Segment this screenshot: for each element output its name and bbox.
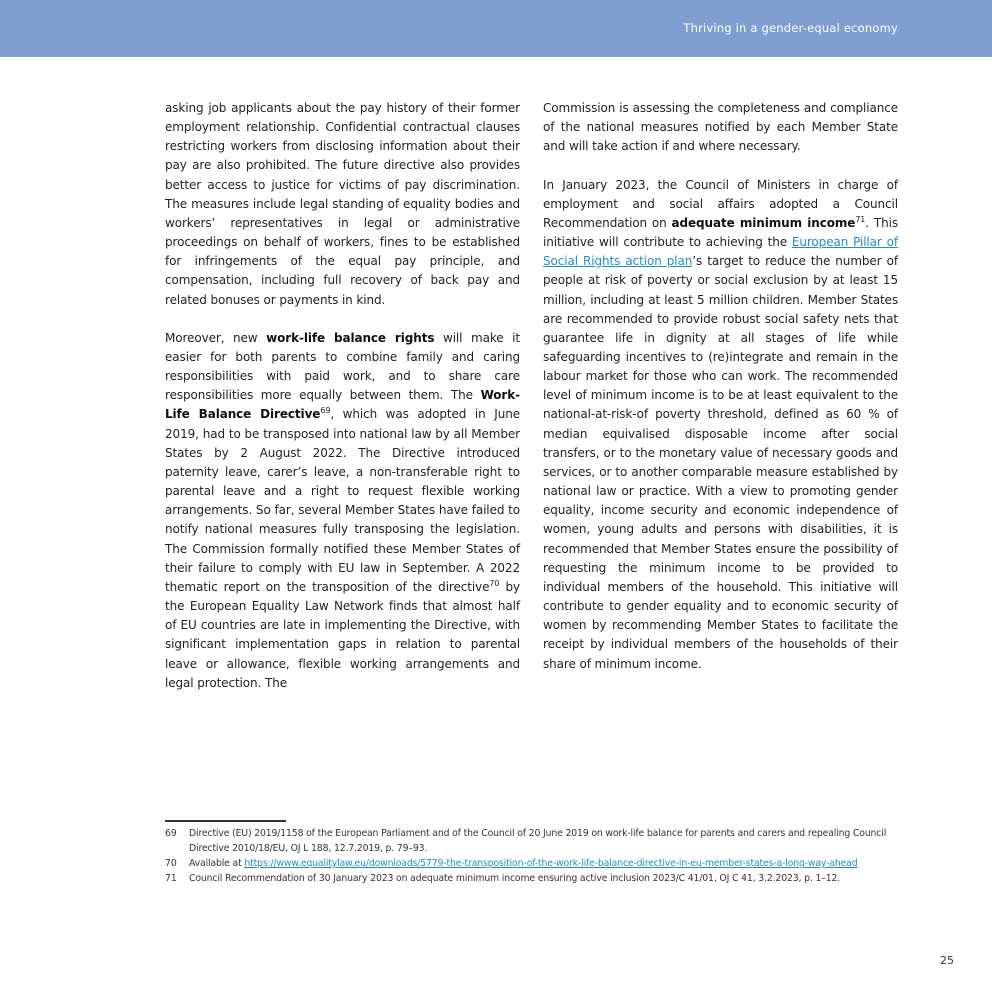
right-column bbox=[543, 99, 898, 693]
bold-term-adequate-minimum-income: adequate minimum income bbox=[671, 215, 856, 230]
footnote-ref-71[interactable]: 71 bbox=[855, 214, 866, 224]
left-paragraph-1: asking job applicants about the pay history of their former employment relationship. Confidential contractual clauses restricting workers from disclosing information about their pay are also prohibited. The future directive also provides better access to justice for victims of pay discrimination. The measures include legal standing of equality bodies and workers’ representatives in legal or administrative proceedings on behalf of workers, fines to be established for infringements of the equal pay principle, and compensation, including full recovery of back pay and related bonuses or payments in kind. bbox=[165, 101, 520, 307]
text-run: Moreover, new bbox=[165, 330, 267, 345]
text-run: will make it easier for both parents to combine family and caring responsibilities with paid work, and to share care responsibilities more equally between them. The bbox=[165, 330, 520, 403]
text-run: ’s target to reduce the number of people at risk of poverty or social exclusion by at least 15 million, including at least 5 million children. Member States are recommended to provide robust social safety nets that guarantee life in dignity at all stages of life while safeguarding incentives to (re)integrate and remain in the labour market for those who can work. The recommended level of minimum income is to be at least equivalent to the national-at-risk-of poverty threshold, defined as 60 % of median equivalised disposable income after social transfers, or to the monetary value of necessary goods and services, or to another comparable measure established by national law or practice. With a view to promoting gender equality, income security and economic independence of women, young adults and persons with disabilities, it is recommended that Member States ensure the possibility of requesting the minimum income to be provided to individual members of the household. This initiative will contribute to gender equality and to economic security of women by recommending Member States to facilitate the receipt by individual members of the households of their share of minimum income. bbox=[543, 254, 898, 671]
header-band bbox=[0, 0, 992, 57]
footnote-69 bbox=[165, 826, 900, 856]
footnote-text: Directive (EU) 2019/1158 of the European Parliament and of the Council of 20 June 2019 on work-life balance for parents and carers and repealing Council Directive 2010/18/EU, OJ L 188, 12.7.2019, p. 79–93. bbox=[189, 828, 887, 854]
link-social-rights-action-plan[interactable]: European Pillar of Social Rights action plan bbox=[543, 235, 898, 269]
right-paragraph-2 bbox=[543, 176, 898, 674]
footnote-link-equalitylaw[interactable]: https://www.equalitylaw.eu/downloads/5779-the-transposition-of-the-work-life-balance-directive-in-eu-member-states-a-long-way-ahead bbox=[244, 858, 858, 869]
footnote-divider bbox=[165, 820, 286, 822]
text-run: by the European Equality Law Network finds that almost half of EU countries are late in implementing the Directive, with significant implementation gaps in relation to parental leave or allowance, flexible working arrangements and legal protection. The bbox=[165, 579, 520, 690]
bold-term-work-life-balance-directive: Work-Life Balance Directive bbox=[165, 388, 520, 422]
footnote-number: 71 bbox=[165, 873, 177, 884]
text-run: . This initiative will contribute to achieving the bbox=[543, 215, 898, 250]
text-run: , which was adopted in June 2019, had to be transposed into national law by all Member States by 2 August 2022. The Directive introduced paternity leave, carer’s leave, a non-transferable right to parental leave and a right to request flexible working arrangements. So far, several Member States have failed to notify national measures fully transposing the legislation. The Commission formally notified these Member States of their failure to comply with EU law in September. A 2022 thematic report on the transposition of the directive bbox=[165, 407, 520, 594]
footnote-text: Council Recommendation of 30 January 2023 on adequate minimum income ensuring active inclusion 2023/C 41/01, OJ C 41, 3.2.2023, p. 1–12. bbox=[189, 873, 841, 884]
footnote-number: 69 bbox=[165, 828, 177, 839]
footnotes bbox=[165, 826, 900, 886]
left-column bbox=[165, 99, 520, 712]
footnote-prefix: Available at bbox=[189, 858, 245, 869]
footnote-ref-70[interactable]: 70 bbox=[489, 578, 500, 588]
footnote-ref-69[interactable]: 69 bbox=[320, 406, 331, 416]
text-run: In January 2023, the Council of Ministers in charge of employment and social affairs adopted a Council Recommendation on bbox=[543, 177, 898, 230]
page-number: 25 bbox=[940, 954, 954, 967]
footnote-71 bbox=[165, 871, 900, 886]
bold-term-work-life-balance-rights: work-life balance rights bbox=[266, 330, 435, 345]
right-paragraph-1: Commission is assessing the completeness and compliance of the national measures notified by each Member State and will take action if and where necessary. bbox=[543, 101, 898, 154]
footnote-number: 70 bbox=[165, 858, 177, 869]
footnote-text bbox=[189, 856, 900, 871]
footnote-70 bbox=[165, 856, 900, 871]
header-title: Thriving in a gender-equal economy bbox=[683, 21, 898, 35]
left-paragraph-2 bbox=[165, 329, 520, 693]
